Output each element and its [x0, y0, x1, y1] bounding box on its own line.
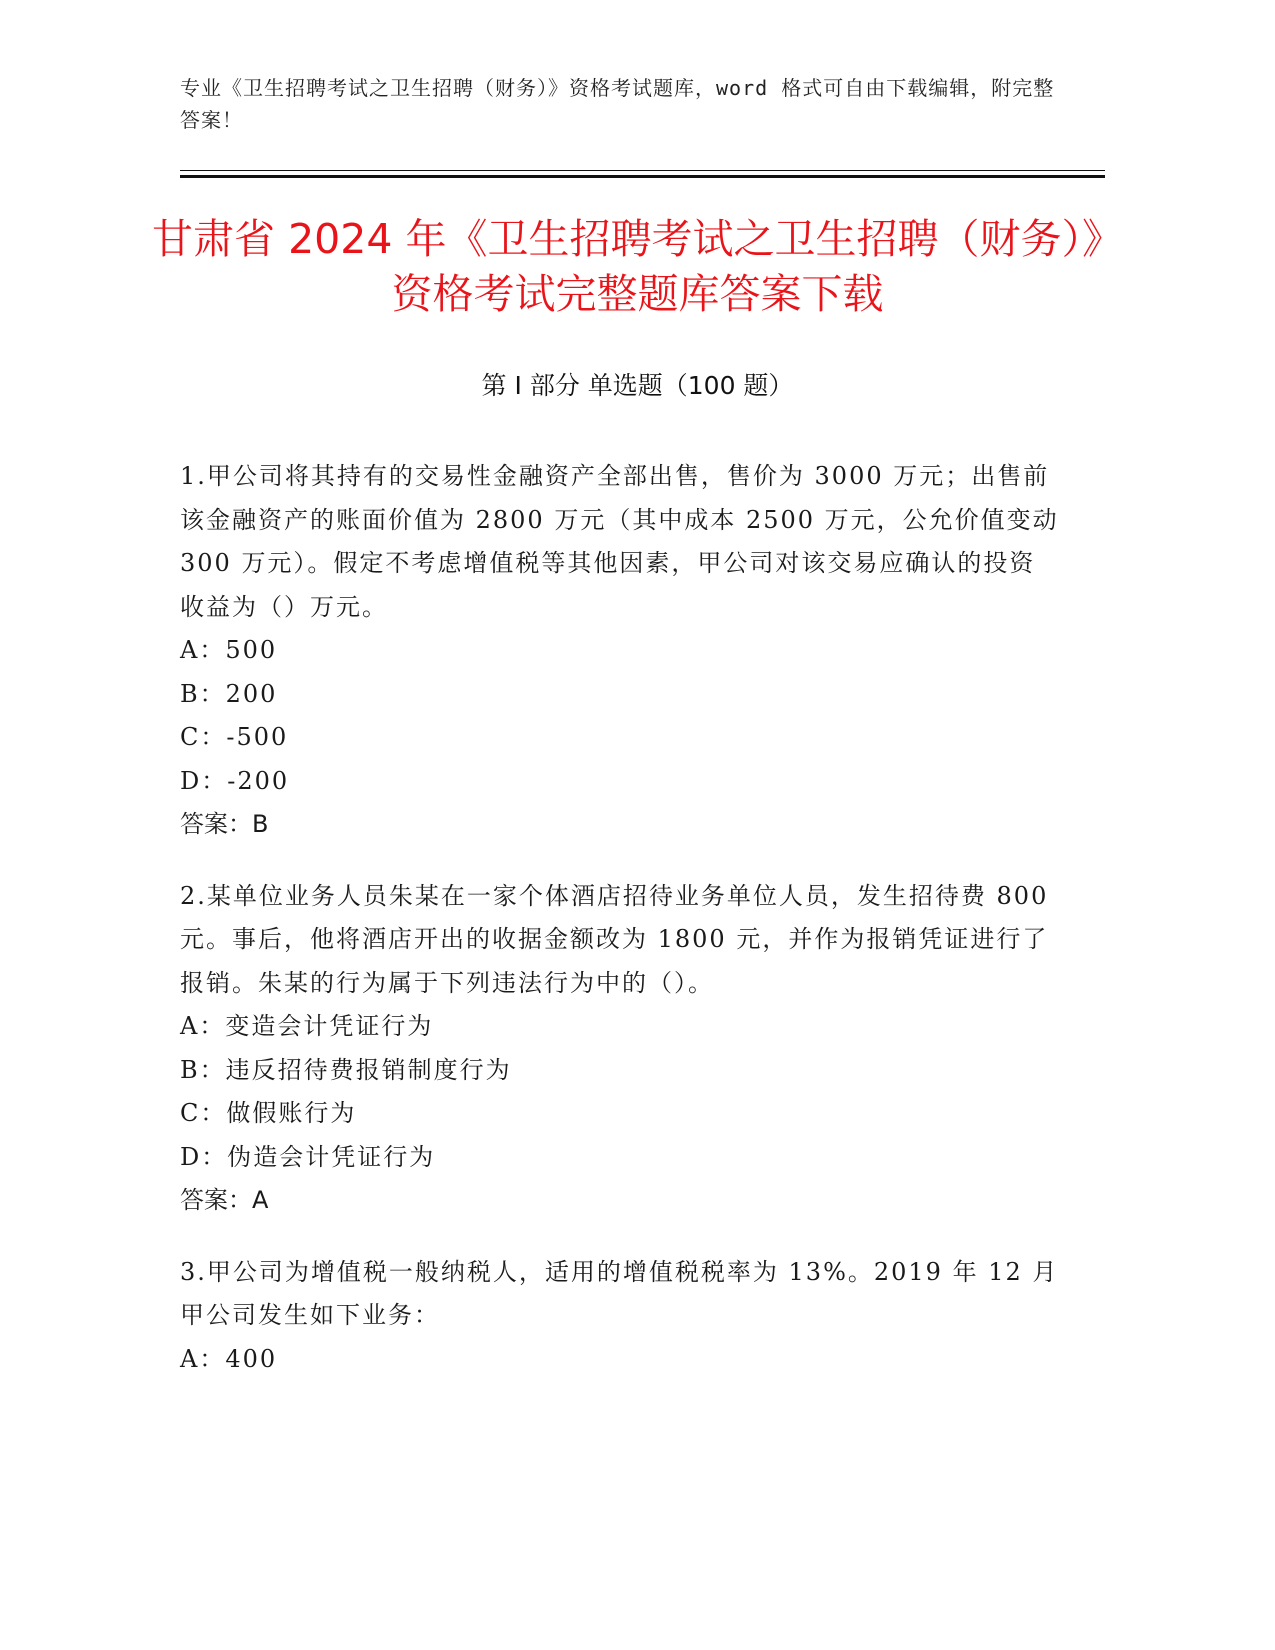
option-a	[180, 1005, 1060, 1049]
option-d	[180, 1136, 1060, 1180]
option-key: C：	[180, 1099, 227, 1127]
question-stem: 3.甲公司为增值税一般纳税人，适用的增值税税率为 13%。2019 年 12 月甲公司发生如下业务：	[180, 1257, 1059, 1329]
answer-line: 答案：B	[180, 810, 269, 838]
option-a	[180, 629, 1060, 673]
question-2	[180, 875, 1060, 1223]
question-stem: 2.某单位业务人员朱某在一家个体酒店招待业务单位人员，发生招待费 800 元。事后，他将酒店开出的收据金额改为 1800 元，并作为报销凭证进行了报销。朱某的行为属于下列违法行为中的（）。	[180, 881, 1049, 997]
option-key: C：	[180, 723, 227, 751]
question-stem: 1.甲公司将其持有的交易性金融资产全部出售，售价为 3000 万元；出售前该金融资产的账面价值为 2800 万元（其中成本 2500 万元，公允价值变动 300 万元）。假定不考虑增值税等其他因素，甲公司对该交易应确认的投资收益为（）万元。	[180, 462, 1059, 621]
option-key: B：	[180, 679, 226, 708]
option-d	[180, 760, 1060, 804]
option-b	[180, 673, 1060, 717]
question-list	[180, 455, 1060, 1409]
option-text: 500	[225, 636, 278, 664]
option-text: 伪造会计凭证行为	[227, 1142, 436, 1171]
option-text: -200	[227, 766, 290, 795]
header-divider-thick	[180, 175, 1105, 178]
option-key: A：	[180, 636, 226, 664]
answer-line: 答案：A	[180, 1186, 269, 1214]
question-3	[180, 1251, 1060, 1382]
option-c	[180, 716, 1060, 760]
option-key: D：	[180, 766, 228, 795]
section-heading: 第 I 部分 单选题（100 题）	[481, 371, 794, 400]
question-1	[180, 455, 1060, 847]
option-key: A：	[180, 1012, 226, 1040]
option-a	[180, 1338, 1060, 1382]
option-text: -500	[226, 723, 289, 751]
option-text: 违反招待费报销制度行为	[225, 1055, 512, 1084]
header-divider-thin	[180, 170, 1105, 171]
option-text: 做假账行为	[226, 1099, 357, 1127]
header-note: 专业《卫生招聘考试之卫生招聘（财务）》资格考试题库，word 格式可自由下载编辑，附完整答案！	[180, 76, 1055, 132]
option-key: D：	[180, 1142, 228, 1171]
option-text: 200	[225, 679, 278, 708]
option-key: A：	[180, 1344, 226, 1373]
option-text: 变造会计凭证行为	[225, 1012, 434, 1040]
option-b	[180, 1049, 1060, 1093]
option-c	[180, 1092, 1060, 1136]
document-title: 甘肃省 2024 年《卫生招聘考试之卫生招聘（财务）》资格考试完整题库答案下载	[152, 215, 1123, 318]
option-text: 400	[225, 1344, 278, 1373]
option-key: B：	[180, 1055, 226, 1084]
